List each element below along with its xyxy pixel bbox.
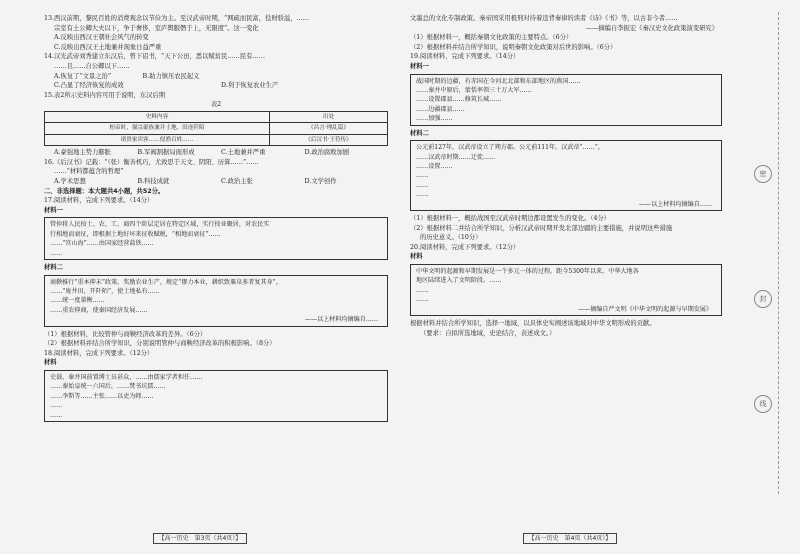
- q17-material-2-title: 材料二: [44, 263, 63, 271]
- q19-sub-2-cont: 的历史意义。（10分）: [420, 234, 482, 242]
- q18-sub-2: （2）根据材料并结合所学知识，说明秦朝文化政策对后世的影响。（6分）: [410, 43, 617, 51]
- material-line: 地区陆续进入了文明阶段。……: [416, 277, 502, 285]
- q17-stem: 17.阅读材料，完成下列要求。（14分）: [44, 197, 154, 205]
- page-3-content: [44, 14, 388, 425]
- table-2-caption: 表2: [210, 101, 222, 109]
- material-line: 行相地而衰征，即根据土地好坏来征收赋税，“相地而衰征”……: [50, 230, 221, 238]
- table-cell: 桓帝时，强宗豪族兼并土地，田连阡陌: [45, 123, 270, 134]
- seal-label-mi: 密: [754, 165, 772, 183]
- q14-option-c: C.凸显了经济恢复的成效: [54, 82, 124, 90]
- q15-options: [44, 148, 388, 158]
- material-source: ——以上材料均摘编自……: [304, 316, 378, 324]
- q14-option-d: D.利于恢复农业生产: [221, 82, 279, 90]
- material-line: ……重农抑商，使秦国经济发展……: [50, 306, 148, 314]
- material-line: ……汉武帝时期……迁徙……: [416, 153, 496, 161]
- material-line: ……李斯等……主张……以吏为师……: [50, 392, 154, 400]
- material-line: 战国时期的边疆，有赤国在今河北北部和东部地区的燕国……: [416, 77, 581, 85]
- q16-option-a: A.学术思想: [54, 177, 86, 185]
- q15-option-c: C.土地兼并严重: [221, 149, 266, 157]
- material-source: ——摘编自严文明《中华文明的起源与早期发展》: [577, 305, 712, 313]
- q18-material-title: 材料: [44, 359, 57, 367]
- material-line: ……秦始皇统一六国后，……焚书坑儒……: [50, 383, 166, 391]
- q14-stem-cont: ……且……自公卿以下……: [54, 62, 130, 70]
- q15-option-d: D.政治腐败加剧: [304, 149, 350, 157]
- seal-label-feng: 封: [754, 290, 772, 308]
- material-line: ……: [416, 172, 429, 180]
- q18-stem: 18.阅读材料，完成下列要求。（12分）: [44, 349, 154, 357]
- material-line: ……统一度量衡……: [50, 297, 105, 305]
- q15-option-b: B.军阀割据局面形成: [137, 149, 195, 157]
- material-line: ……: [416, 181, 429, 189]
- q18-source: ——摘编自李振宏《秦汉史文化政策演变研究》: [585, 24, 718, 32]
- table-cell: 诸贵家宾客……侵渔百姓……: [45, 134, 270, 145]
- q20-material-box: [410, 264, 722, 316]
- material-line: 管仲将人民按士、农、工、商四个阶层定居在特定区域，实行按业聚居，对农民实: [50, 221, 270, 229]
- material-line: ……加强……: [416, 115, 453, 123]
- material-line: ……设置郡县……修筑长城……: [416, 96, 502, 104]
- q19-sub-2: （2）根据材料二并结合所学知识，分析汉武帝时期开发北部边疆的主要措施，并说明这些措施: [410, 224, 673, 232]
- q18-material-box: [44, 370, 388, 422]
- page-4-footer: [400, 533, 740, 542]
- q20-stem: 20.阅读材料，完成下列要求。（12分）: [410, 243, 520, 251]
- q17-material-2-box: [44, 275, 388, 327]
- q13-option-a: A.反映出西汉王朝社会风气的转变: [54, 34, 149, 42]
- q19-stem: 19.阅读材料，完成下列要求。（14分）: [410, 53, 520, 61]
- table-cell: 《后汉书·王符传》: [270, 134, 388, 145]
- q19-material-1-title: 材料一: [410, 62, 429, 70]
- material-line: ……: [416, 296, 429, 304]
- table-row: [45, 134, 388, 145]
- q16-option-d: D.文学创作: [304, 177, 337, 185]
- q16-options: [44, 177, 388, 187]
- table-row: [45, 123, 388, 134]
- page-number-label: 【高一历史 第4页（共4页）】: [523, 533, 618, 544]
- exam-page-4: [400, 0, 740, 554]
- q17-sub-1: （1）根据材料，比较管仲与商鞅经济改革的差异。（6分）: [44, 330, 207, 338]
- material-line: 中华文明的起源和早期发展是一个多元一体的过程。距今5300年以来，中华大地各: [416, 268, 639, 275]
- material-line: 史载，秦并国前置博士员甚众，……由儒家学者担任……: [50, 373, 203, 381]
- q14-stem: 14.汉光武帝刘秀建立东汉后，曾下诏书，“天下公田，悉以赋贫民……民有……: [44, 53, 266, 61]
- q17-material-1-title: 材料一: [44, 206, 63, 214]
- material-line: 公元前127年，汉武帝设立了朔方郡。公元前111年，汉武帝“……”，: [416, 144, 604, 152]
- q19-material-1-box: [410, 74, 722, 126]
- q16-stem-cont: ……“材料都蕴含的哲理”: [54, 168, 124, 176]
- material-line: ……: [50, 411, 63, 419]
- seal-label-xian: 线: [754, 395, 772, 413]
- q19-material-2-title: 材料二: [410, 129, 429, 137]
- q13-option-c: C.反映出西汉王土地兼并现象日益严重: [54, 43, 162, 51]
- q15-stem: 15.表2所示史料内容可用于说明，东汉后期: [44, 91, 166, 99]
- page-3-footer: [0, 533, 400, 542]
- material-line: ……: [50, 402, 63, 410]
- material-line: ……设置……: [416, 163, 453, 170]
- material-line: ……: [416, 191, 429, 199]
- table-cell: 《昌言·理乱篇》: [270, 123, 388, 134]
- q20-requirement: （要求：自拟所选地域，史论结合，表述成文。）: [420, 329, 556, 337]
- q13-stem: 13.西汉前期，黎民百姓的消费观念以节俭为主。至汉武帝时期，“网疏而民富，役财骄溢，……: [44, 15, 310, 22]
- q19-material-2-box: [410, 140, 722, 211]
- section-heading-non-choice: 二、非选择题：本大题共4小题，共52分。: [44, 187, 165, 195]
- q18-sub-1: （1）根据材料一，概括秦朝文化政策的主要特点。（6分）: [410, 34, 573, 42]
- q17-sub-2: （2）根据材料并结合所学知识，分别说明管仲与商鞅经济改革的积极影响。（8分）: [44, 340, 276, 348]
- q20-task: 根据材料并结合所学知识，选择一地域，以具体史实阐述该地域对中华文明形成的贡献。: [410, 320, 656, 328]
- q14-options-ab: A.恢复了“文景之治” B.助力镇压农民起义: [54, 72, 200, 80]
- q16-stem: 16.《后汉书》记载：“（张）衡善机巧，尤致思于天文、阴阳、历算……”……: [44, 158, 259, 166]
- seal-margin: [740, 0, 800, 554]
- material-line: ……: [50, 249, 63, 257]
- material-line: 商鞅推行“重本抑末”政策，奖励农业生产，规定“僇力本业，耕织致粟帛多者复其身”。: [50, 278, 282, 286]
- q13-stem-cont: 宗室有土公卿大夫以下，争于奢侈，室庐舆服僭于上，无限度”。这一变化: [54, 24, 259, 32]
- material-source: ——以上材料均摘编自……: [638, 200, 712, 208]
- table-2: [44, 111, 388, 146]
- table-header-row: [45, 111, 388, 122]
- table-header-content: 史料内容: [45, 111, 270, 122]
- material-line: ……“废井田，开阡陌”，使土地私有……: [50, 287, 160, 295]
- material-line: ……: [416, 286, 429, 294]
- page-4-content: [410, 14, 722, 338]
- q16-option-b: B.科技成就: [137, 177, 170, 185]
- material-line: ……秦并中原后，蒙恬率领三十万大军……: [416, 86, 532, 94]
- q20-material-title: 材料: [410, 253, 423, 261]
- q16-option-c: C.政治主张: [221, 177, 253, 185]
- seal-line: [778, 12, 779, 494]
- material-line: ……边疆郡县……: [416, 105, 465, 113]
- q17-material-1-box: [44, 217, 388, 260]
- q15-option-a: A.豪强地主势力膨胀: [54, 149, 111, 157]
- q18-material-cont: 文墨总的文化专制政策。秦帝国采用极刑对待着违背秦律的读者《诗》《书》等，以古非今者……: [410, 15, 678, 22]
- table-header-source: 出处: [270, 111, 388, 122]
- q14-options-cd: [44, 81, 388, 91]
- material-line: ……“官山海”……由国家经营盐铁……: [50, 240, 154, 248]
- page-number-label: 【高一历史 第3页（共4页）】: [153, 533, 248, 544]
- q19-sub-1: （1）根据材料一，概括战国至汉武帝时期边郡设置发生的变化。（4分）: [410, 215, 611, 223]
